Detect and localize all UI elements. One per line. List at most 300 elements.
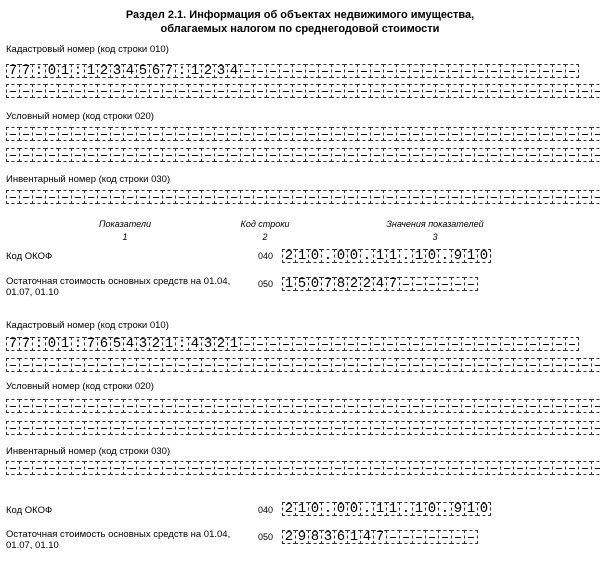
form-cell [253,148,267,162]
residual-value-2[interactable] [282,530,477,544]
dash-mark [257,71,263,72]
title-line-2: облагаемых налогом по среднегодовой стоимости [160,23,440,35]
dash-mark [205,365,211,366]
header-num-2: 2 [262,232,268,242]
form-cell [357,461,371,475]
dash-mark [114,365,120,366]
form-cell [461,64,475,78]
form-cell: 2 [201,64,215,78]
cadastral-row-1a[interactable] [6,64,578,78]
form-cell: 2 [97,64,111,78]
dash-mark [192,134,198,135]
form-cell [422,190,436,204]
form-cell [162,84,176,98]
dash-mark [49,155,55,156]
form-cell: 2 [282,502,296,516]
form-cell [539,64,553,78]
form-cell [227,84,241,98]
okof-value-1[interactable] [282,249,490,263]
form-cell: 4 [188,337,202,351]
dash-mark [218,406,224,407]
dash-mark [491,134,497,135]
form-cell [565,190,579,204]
dash-mark [582,155,588,156]
form-cell [19,84,33,98]
form-cell [123,190,137,204]
form-cell [539,461,553,475]
dash-mark [556,134,562,135]
form-cell: 6 [334,530,348,544]
form-cell [253,337,267,351]
inventory-row-1[interactable] [6,190,600,204]
form-cell: . [360,249,374,263]
form-cell [461,127,475,141]
dash-mark [426,406,432,407]
form-cell: 1 [282,277,296,291]
form-cell [396,64,410,78]
residual-value-1[interactable] [282,277,477,291]
form-cell [383,421,397,435]
form-cell: . [321,502,335,516]
dash-mark [257,468,263,469]
form-cell [487,337,501,351]
form-cell [19,358,33,372]
form-cell [136,190,150,204]
form-cell: 4 [373,277,387,291]
dash-mark [491,365,497,366]
dash-mark [166,406,172,407]
form-cell [240,337,254,351]
form-cell [451,530,465,544]
dash-mark [166,91,172,92]
dash-mark [114,406,120,407]
form-cell [370,148,384,162]
dash-mark [231,197,237,198]
dash-mark [153,155,159,156]
dash-mark [231,365,237,366]
form-cell [84,358,98,372]
cadastral-row-2a[interactable] [6,337,578,351]
form-cell [409,84,423,98]
form-cell [136,421,150,435]
dash-mark [543,365,549,366]
form-cell [266,337,280,351]
dash-mark [101,428,107,429]
conditional-label-1: Условный номер (код строки 020) [6,111,154,122]
form-cell [500,64,514,78]
dash-mark [335,71,341,72]
dash-mark [426,344,432,345]
dash-mark [62,91,68,92]
form-cell [578,84,592,98]
form-cell [305,399,319,413]
form-cell [136,84,150,98]
dash-mark [374,71,380,72]
form-cell [45,461,59,475]
form-cell [97,399,111,413]
form-cell [214,148,228,162]
form-cell [84,127,98,141]
form-cell [123,358,137,372]
form-cell [435,84,449,98]
conditional-row-2b[interactable] [6,421,600,435]
dash-mark [543,406,549,407]
form-cell [552,127,566,141]
form-cell [435,358,449,372]
form-cell [279,461,293,475]
dash-mark [49,428,55,429]
header-line-code: Код строки [240,219,290,229]
dash-mark [283,365,289,366]
dash-mark [88,91,94,92]
dash-mark [322,406,328,407]
dash-mark [114,468,120,469]
section-title [0,8,600,36]
dash-mark [270,134,276,135]
dash-mark [10,428,16,429]
dash-mark [413,155,419,156]
form-cell: . [438,502,452,516]
form-cell [552,190,566,204]
dash-mark [452,428,458,429]
form-cell: 0 [425,502,439,516]
dash-mark [465,197,471,198]
form-cell [422,399,436,413]
residual-label-1-line2: 01.07, 01.10 [6,287,59,298]
form-cell [6,358,20,372]
form-cell: 1 [464,502,478,516]
form-cell [305,337,319,351]
dash-mark [504,91,510,92]
form-cell [474,84,488,98]
dash-mark [595,197,600,198]
dash-mark [75,406,81,407]
form-cell [188,421,202,435]
form-cell [357,421,371,435]
dash-mark [517,91,523,92]
form-cell [578,358,592,372]
dash-mark [205,155,211,156]
form-cell [149,358,163,372]
dash-mark [426,134,432,135]
dash-mark [218,197,224,198]
form-cell [266,84,280,98]
header-num-1: 1 [122,232,128,242]
form-cell [370,64,384,78]
dash-mark [62,468,68,469]
dash-mark [179,468,185,469]
form-cell [227,127,241,141]
dash-mark [348,155,354,156]
form-cell [240,64,254,78]
form-cell [110,421,124,435]
dash-mark [270,468,276,469]
form-cell [370,421,384,435]
form-cell [448,190,462,204]
form-cell [279,64,293,78]
header-values: Значения показателей [386,219,484,229]
dash-mark [374,197,380,198]
dash-mark [192,428,198,429]
dash-mark [595,91,600,92]
form-cell [136,358,150,372]
dash-mark [556,365,562,366]
dash-mark [205,406,211,407]
dash-mark [504,134,510,135]
form-cell [396,337,410,351]
dash-mark [556,406,562,407]
form-cell: : [71,64,85,78]
dash-mark [413,406,419,407]
form-cell: . [399,502,413,516]
form-cell [539,148,553,162]
form-cell [32,84,46,98]
form-cell [565,64,579,78]
form-cell [175,399,189,413]
form-cell [305,64,319,78]
form-cell [188,190,202,204]
dash-mark [270,91,276,92]
dash-mark [166,155,172,156]
dash-mark [569,344,575,345]
form-cell: 4 [123,337,137,351]
form-cell [279,421,293,435]
form-cell [448,337,462,351]
form-cell: 2 [360,277,374,291]
dash-mark [387,428,393,429]
form-cell: 0 [334,249,348,263]
form-cell [513,461,527,475]
dash-mark [140,91,146,92]
inventory-row-2[interactable] [6,461,600,475]
dash-mark [595,406,600,407]
dash-mark [244,406,250,407]
form-cell [448,421,462,435]
header-indicators: Показатели [99,219,151,229]
form-cell: 1 [295,249,309,263]
form-cell: 5 [295,277,309,291]
form-cell [19,148,33,162]
form-cell [513,399,527,413]
dash-mark [218,365,224,366]
dash-mark [530,134,536,135]
form-cell: : [32,337,46,351]
form-cell [435,64,449,78]
dash-mark [387,134,393,135]
dash-mark [62,406,68,407]
dash-mark [309,91,315,92]
dash-mark [166,428,172,429]
dash-mark [10,365,16,366]
form-cell [344,64,358,78]
form-cell [578,127,592,141]
dash-mark [426,468,432,469]
form-cell [552,461,566,475]
okof-label-1: Код ОКОФ [6,251,53,262]
dash-mark [192,406,198,407]
form-cell [409,190,423,204]
form-cell [201,399,215,413]
form-cell [422,461,436,475]
form-cell [71,421,85,435]
dash-mark [296,91,302,92]
dash-mark [530,406,536,407]
form-cell [435,190,449,204]
form-cell: 6 [97,337,111,351]
form-cell [461,461,475,475]
form-cell [578,148,592,162]
dash-mark [491,71,497,72]
form-cell [162,127,176,141]
form-cell [149,148,163,162]
dash-mark [530,91,536,92]
dash-mark [283,71,289,72]
dash-mark [309,344,315,345]
dash-mark [101,365,107,366]
form-cell [565,399,579,413]
dash-mark [322,134,328,135]
dash-mark [543,344,549,345]
form-cell [500,358,514,372]
cadastral-row-1b[interactable] [6,84,600,98]
form-cell [318,84,332,98]
conditional-row-1b[interactable] [6,148,600,162]
dash-mark [283,134,289,135]
form-cell [110,84,124,98]
dash-mark [569,406,575,407]
cadastral-row-2b[interactable] [6,358,600,372]
dash-mark [88,406,94,407]
conditional-row-1a[interactable] [6,127,600,141]
form-cell [201,127,215,141]
form-cell [97,461,111,475]
form-cell [526,64,540,78]
dash-mark [36,134,42,135]
dash-mark [140,134,146,135]
dash-mark [257,406,263,407]
form-cell [292,461,306,475]
form-cell [201,358,215,372]
form-cell [305,421,319,435]
form-cell [214,461,228,475]
form-cell [357,84,371,98]
form-cell [227,148,241,162]
dash-mark [36,406,42,407]
form-cell [149,84,163,98]
dash-mark [88,197,94,198]
form-cell [305,84,319,98]
conditional-row-2a[interactable] [6,399,600,413]
form-cell: 0 [45,64,59,78]
form-cell [370,337,384,351]
dash-mark [270,155,276,156]
dash-mark [179,428,185,429]
dash-mark [244,91,250,92]
dash-mark [400,71,406,72]
dash-mark [543,428,549,429]
form-cell [149,399,163,413]
form-cell [123,84,137,98]
form-cell [58,358,72,372]
form-cell [71,461,85,475]
dash-mark [153,365,159,366]
form-cell: 7 [321,277,335,291]
form-cell [409,127,423,141]
dash-mark [348,344,354,345]
okof-value-2[interactable] [282,502,490,516]
dash-mark [23,365,29,366]
form-cell [474,127,488,141]
form-cell [292,84,306,98]
form-cell [409,337,423,351]
dash-mark [127,468,133,469]
form-cell [97,84,111,98]
dash-mark [140,365,146,366]
dash-mark [10,468,16,469]
form-cell [149,190,163,204]
form-cell [162,461,176,475]
dash-mark [296,344,302,345]
form-cell [461,84,475,98]
form-cell [136,399,150,413]
form-cell [318,399,332,413]
dash-mark [569,91,575,92]
form-cell [19,461,33,475]
dash-mark [468,537,474,538]
form-cell: : [175,64,189,78]
dash-mark [192,91,198,92]
form-cell [500,190,514,204]
form-cell [110,190,124,204]
dash-mark [374,468,380,469]
dash-mark [218,155,224,156]
form-cell [464,530,478,544]
form-cell: 1 [386,502,400,516]
dash-mark [179,406,185,407]
dash-mark [322,197,328,198]
dash-mark [556,91,562,92]
form-cell [422,84,436,98]
form-cell [591,148,600,162]
form-cell [487,461,501,475]
dash-mark [478,91,484,92]
dash-mark [296,197,302,198]
dash-mark [400,155,406,156]
form-cell: . [399,249,413,263]
dash-mark [387,365,393,366]
dash-mark [283,91,289,92]
dash-mark [309,71,315,72]
dash-mark [374,344,380,345]
dash-mark [400,468,406,469]
dash-mark [36,91,42,92]
form-cell [84,148,98,162]
dash-mark [387,344,393,345]
dash-mark [23,91,29,92]
dash-mark [452,468,458,469]
form-cell: : [71,337,85,351]
dash-mark [270,71,276,72]
dash-mark [296,134,302,135]
form-cell: 8 [334,277,348,291]
dash-mark [231,468,237,469]
form-cell [318,148,332,162]
form-cell [500,461,514,475]
dash-mark [244,468,250,469]
form-cell [32,421,46,435]
form-cell [318,337,332,351]
dash-mark [322,155,328,156]
